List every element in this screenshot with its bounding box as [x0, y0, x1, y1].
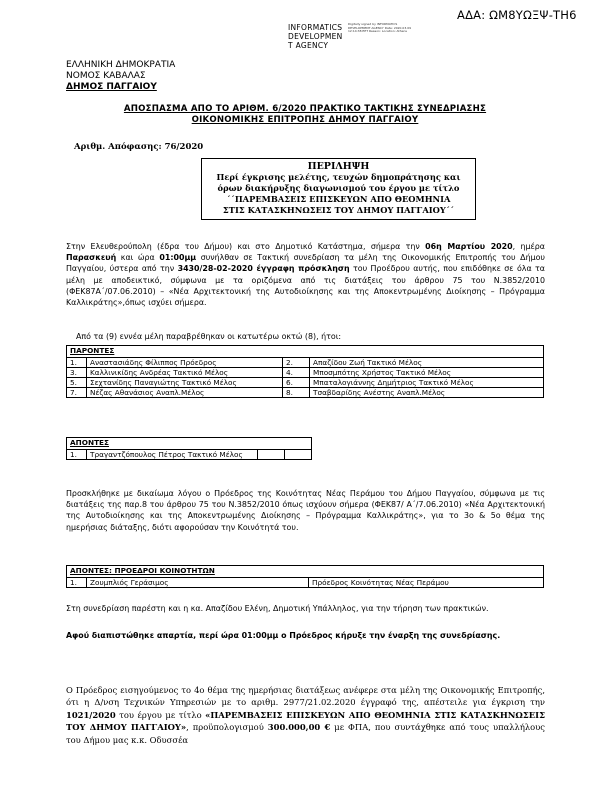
summary-line-3: ΄΄ΠΑΡΕΜΒΑΣΕΙΣ ΕΠΙΣΚΕΥΩΝ ΑΠΟ ΘΕΟΜΗΝΙΑ	[226, 194, 451, 204]
document-title	[70, 104, 540, 125]
letterhead-prefecture: ΝΟΜΟΣ ΚΑΒΑΛΑΣ	[66, 71, 146, 81]
attendance-paragraph: Από τα (9) εννέα μέλη παραβρέθηκαν οι κατωτέρω οκτώ (8), ήτοι:	[76, 332, 342, 341]
project-budget: 300.000,00 €	[267, 722, 331, 733]
letterhead-country: ΕΛΛΗΝΙΚΗ ΔΗΜΟΚΡΑΤΙΑ	[66, 60, 176, 70]
logo-line-2: DEVELOPMEN	[288, 32, 343, 41]
logo-line-1: INFORMATICS	[288, 23, 343, 32]
invitation-ref: 3430/28-02-2020 έγγραφη πρόσκληση	[177, 264, 350, 274]
project-title: «ΠΑΡΕΜΒΑΣΕΙΣ ΕΠΙΣΚΕΥΩΝ ΑΠΟ ΘΕΟΜΗΝΙΑ ΣΤΙΣ ΚΑΤΑΣΚΗΝΩΣΕΙΣ ΤΟΥ ΔΗΜΟΥ ΠΑΓΓΑΙΟΥ»	[66, 709, 545, 733]
summary-line-4: ΣΤΙΣ ΚΑΤΑΣΚΗΝΩΣΕΙΣ ΤΟΥ ΔΗΜΟΥ ΠΑΓΓΑΙΟΥ΄΄	[222, 205, 455, 215]
summary-line-2: όρων διακήρυξης διαγωνισμού του έργου με τίτλο	[217, 183, 460, 193]
title-line-2: ΟΙΚΟΝΟΜΙΚΗΣ ΕΠΙΤΡΟΠΗΣ ΔΗΜΟΥ ΠΑΓΓΑΙΟΥ	[191, 114, 419, 125]
intro-paragraph: Στην Ελευθερούπολη (έδρα του Δήμου) και στο Δημοτικό Κατάστημα, σήμερα την 06η Μαρτίου 2020, ημέρα Παρασκευή και ώρα 01:00μμ συνήλθαν σε Τακτική συνεδρίαση τα μέλη της Οικονομικής Επιτροπής του Δήμου Παγγαίου, ύστερα από την 3430/28-02-2020 έγγραφη πρόσκληση του Προέδρου αυτής, που επιδόθηκε σε όλα τα μέλη με αποδεικτικό, σύμφωνα με τα οριζόμενα από τις διατάξεις του άρθρου 75 του Ν.3852/2010 (ΦΕΚ87Α΄/07.06.2010) – «Νέα Αρχιτεκτονική της Αυτοδιοίκησης και της Αποκεντρωμένης Διοίκησης – Πρόγραμμα Καλλικράτης»,όπως ισχύει σήμερα.	[66, 242, 546, 308]
summary-box	[201, 158, 476, 220]
meeting-day: Παρασκευή	[66, 253, 117, 263]
title-line-1: ΑΠΟΣΠΑΣΜΑ ΑΠΟ ΤΟ ΑΡΙΘΜ. 6/2020 ΠΡΑΚΤΙΚΟ ΤΑΚΤΙΚΗΣ ΣΥΝΕΔΡΙΑΣΗΣ	[123, 104, 487, 114]
table-row: 5. Σεχτανίδης Παναγιώτης Τακτικό Μέλος 6. Μπαταλογιάννης Δημήτριος Τακτικό Μέλος	[67, 378, 544, 388]
summary-heading: ΠΕΡΙΛΗΨΗ	[307, 161, 370, 172]
letterhead	[66, 60, 175, 93]
letterhead-municipality: ΔΗΜΟΣ ΠΑΓΓΑΙΟΥ	[66, 82, 157, 92]
decision-number: Αριθμ. Απόφασης: 76/2020	[74, 142, 204, 152]
present-header: ΠΑΡΟΝΤΕΣ	[67, 346, 544, 358]
guest-paragraph: Προσκλήθηκε με δικαίωμα λόγου ο Πρόεδρος της Κοινότητας Νέας Περάμου του Δήμου Παγγαίου, σύμφωνα με τις διατάξεις της παρ.8 του άρθρου 75 του Ν.3852/2010 όπως ισχύουν σήμερα (ΦΕΚ87/ Α΄/7.06.2010) «Νέα Αρχιτεκτονική της Αυτοδιοίκησης και της Αποκεντρωμένης Διοίκησης – Πρόγραμμα Καλλικράτης», για το 3ο & 5ο θέμα της ημερήσιας διάταξης, διότι αφορούσαν την Κοινότητά του.	[66, 489, 545, 532]
table-row: 1. Αναστασιάδης Φίλιππος Πρόεδρος 2. Απαζίδου Ζωή Τακτικό Μέλος	[67, 358, 544, 368]
presidents-header: ΑΠΟΝΤΕΣ: ΠΡΟΕΔΡΟΙ ΚΟΙΝΟΤΗΤΩΝ	[67, 566, 544, 578]
minutes-keeper-paragraph: Στη συνεδρίαση παρέστη και η κα. Απαζίδου Ελένη, Δημοτική Υπάλληλος, για την τήρηση των πρακτικών.	[66, 604, 489, 613]
summary-line-1: Περί έγκρισης μελέτης, τευχών δημοπράτησης και	[216, 172, 461, 182]
study-number: 1021/2020	[66, 709, 116, 720]
table-row: 7. Νέζας Αθανάσιος Αναπλ.Μέλος 8. Τσαβδαρίδης Ανέστης Αναπλ.Μέλος	[67, 388, 544, 398]
quorum-paragraph: Αφού διαπιστώθηκε απαρτία, περί ώρα 01:00μμ ο Πρόεδρος κήρυξε την έναρξη της συνεδρίασης.	[66, 631, 501, 640]
logo-line-3: T AGENCY	[288, 41, 329, 50]
ada-code: ΑΔΑ: ΩΜ8ΥΩΞΨ-ΤΗ6	[457, 8, 577, 22]
table-row: 1. Τραγαντζόπουλος Πέτρος Τακτικό Μέλος	[67, 450, 312, 460]
table-row: 1. Ζουμπλιός Γεράσιμος Πρόεδρος Κοινότητας Νέας Περάμου	[67, 578, 544, 588]
absent-header: ΑΠΟΝΤΕΣ	[67, 438, 312, 450]
signature-logo	[288, 23, 418, 53]
meeting-date: 06η Μαρτίου 2020	[425, 242, 513, 251]
digital-signature-text: Digitally signed by INFORMATICS DEVELOPMENT AGENCY Date: 2020.03.09 12:14:38 EET Reason: Location: Athens	[348, 22, 412, 34]
table-row: 3. Καλλινικίδης Ανδρέας Τακτικό Μέλος 4. Μποσμπότης Χρήστος Τακτικό Μέλος	[67, 368, 544, 378]
presidents-table	[66, 565, 544, 588]
meeting-time: 01:00μμ	[159, 253, 197, 263]
present-table	[66, 345, 544, 398]
topic-paragraph: Ο Πρόεδρος εισηγούμενος το 4ο θέμα της ημερήσιας διατάξεως ανέφερε στα μέλη της Οικονομικής Επιτροπής, ότι η Δ/νση Τεχνικών Υπηρεσιών με το αριθμ. 2977/21.02.2020 έγγραφό της, απέστειλε για έγκριση την 1021/2020 του έργου με τίτλο «ΠΑΡΕΜΒΑΣΕΙΣ ΕΠΙΣΚΕΥΩΝ ΑΠΟ ΘΕΟΜΗΝΙΑ ΣΤΙΣ ΚΑΤΑΣΚΗΝΩΣΕΙΣ ΤΟΥ ΔΗΜΟΥ ΠΑΓΓΑΙΟΥ», προϋπολογισμού 300.000,00 € με ΦΠΑ, που συντάχθηκε από τους υπαλλήλους του Δήμου μας κ.κ. Οδυσσέα	[66, 685, 545, 745]
absent-table	[66, 437, 312, 460]
